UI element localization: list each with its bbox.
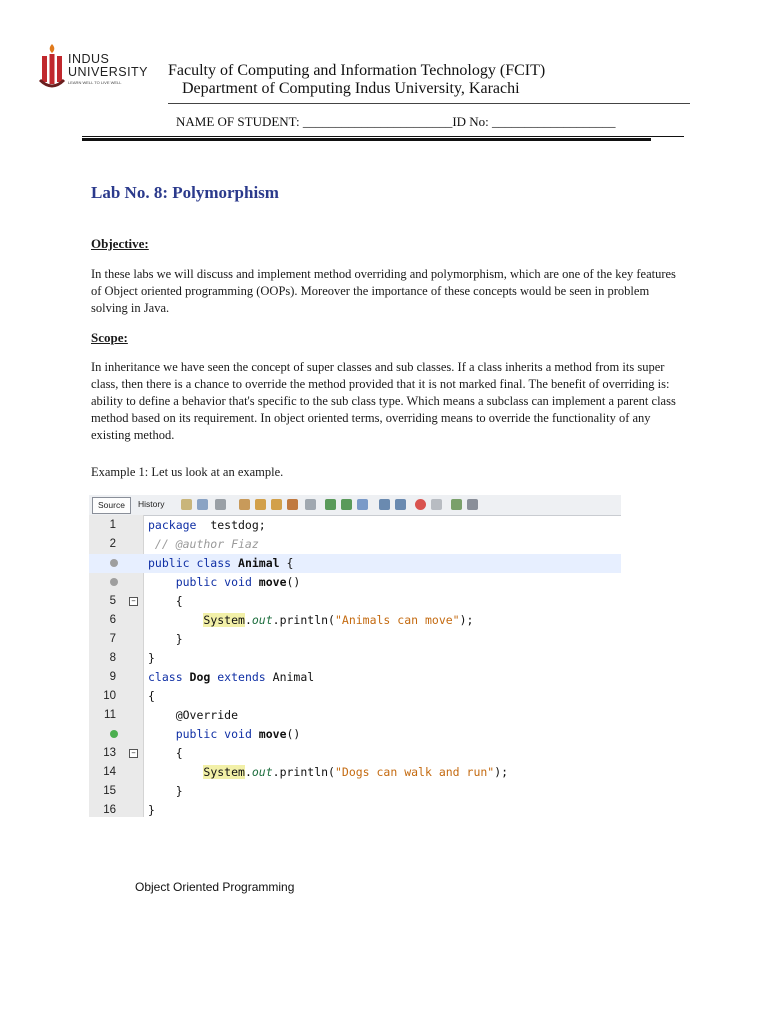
code-line xyxy=(89,535,621,554)
code-token xyxy=(148,613,203,627)
code-line xyxy=(89,554,621,573)
code-token: public void xyxy=(175,727,259,741)
code-token: move xyxy=(258,727,287,741)
code-token: } xyxy=(148,784,183,798)
comment-icon[interactable] xyxy=(451,499,462,510)
shift-left-icon[interactable] xyxy=(379,499,390,510)
code-text xyxy=(148,687,155,706)
code-text xyxy=(148,782,183,801)
scope-text: In inheritance we have seen the concept of super classes and sub classes. If a class inherits a method from its super class, then there is a chance to override the method provided that it is not marked final. The benefit of overriding is: ability to define a behavior that's specific to the sub class type. Which means a subclass can implement a parent class method based on its requirement. In object oriented terms, overriding means to override the functionality of any existing method. xyxy=(91,360,676,442)
line-number: 5 xyxy=(109,595,116,607)
code-token: } xyxy=(148,803,155,817)
code-line xyxy=(89,687,621,706)
code-token: out xyxy=(251,613,273,627)
line-number: 7 xyxy=(109,633,116,645)
indus-logo-icon xyxy=(38,42,66,92)
code-text xyxy=(148,668,314,687)
find-previous-icon[interactable] xyxy=(255,499,266,510)
code-token: public void xyxy=(175,575,259,589)
example-intro: Example 1: Let us look at an example. xyxy=(91,465,284,479)
code-token: System xyxy=(203,765,245,779)
code-token: ); xyxy=(459,613,474,627)
implemented-marker-icon[interactable] xyxy=(110,559,118,567)
code-text xyxy=(148,744,183,763)
student-name-blank: _______________________ xyxy=(302,114,453,129)
line-number: 9 xyxy=(109,671,116,683)
toggle-bookmark-icon[interactable] xyxy=(357,499,368,510)
code-token: } xyxy=(148,651,155,665)
code-token: testdog; xyxy=(196,518,266,532)
code-token xyxy=(148,575,176,589)
override-marker-icon[interactable] xyxy=(110,730,118,738)
code-token: package xyxy=(148,518,197,532)
lab-title: Lab No. 8: Polymorphism xyxy=(91,183,279,202)
fold-collapse-icon[interactable]: − xyxy=(129,749,138,758)
next-bookmark-icon[interactable] xyxy=(341,499,352,510)
code-token: . xyxy=(244,613,252,627)
code-line xyxy=(89,801,621,817)
code-token: Animal xyxy=(238,556,280,570)
back-icon[interactable] xyxy=(181,499,192,510)
editor-toolbar xyxy=(89,495,621,516)
code-token: System xyxy=(203,613,245,627)
code-line xyxy=(89,706,621,725)
code-token xyxy=(148,727,176,741)
tab-history[interactable]: History xyxy=(138,499,165,509)
line-number: 14 xyxy=(103,766,116,778)
student-id-label: ID No: xyxy=(452,114,489,129)
code-line xyxy=(89,592,621,611)
toggle-highlight-icon[interactable] xyxy=(287,499,298,510)
department-title: Department of Computing Indus University, Karachi xyxy=(182,80,520,97)
code-token: } xyxy=(148,632,183,646)
code-token: out xyxy=(251,765,273,779)
code-token: ); xyxy=(494,765,509,779)
code-line xyxy=(89,516,621,535)
code-text xyxy=(148,649,155,668)
find-next-icon[interactable] xyxy=(271,499,282,510)
objective-heading: Objective: xyxy=(91,236,149,251)
line-number: 6 xyxy=(109,614,116,626)
code-token: @Override xyxy=(148,708,239,722)
header-divider xyxy=(168,103,690,104)
code-line xyxy=(89,573,621,592)
uncomment-icon[interactable] xyxy=(467,499,478,510)
code-token: .println( xyxy=(272,765,335,779)
code-text xyxy=(148,535,259,554)
tab-source[interactable]: Source xyxy=(92,497,131,514)
code-text xyxy=(148,516,266,535)
code-text xyxy=(148,725,300,744)
code-line xyxy=(89,630,621,649)
footer-course-name: Object Oriented Programming xyxy=(135,880,295,894)
code-line xyxy=(89,763,621,782)
line-number: 11 xyxy=(104,709,116,721)
dropdown-icon[interactable] xyxy=(215,499,226,510)
code-text xyxy=(148,554,293,573)
logo-word-indus: INDUS xyxy=(68,52,110,66)
code-text xyxy=(148,630,183,649)
objective-text: In these labs we will discuss and implement method overriding and polymorphism, which are one of the key features of Object oriented programming (OOPs). Moreover the importance of these concepts would be seen in problem solving in Java. xyxy=(91,267,676,315)
record-macro-icon[interactable] xyxy=(415,499,426,510)
student-name-label: NAME OF STUDENT: xyxy=(176,114,300,129)
implemented-marker-icon[interactable] xyxy=(110,578,118,586)
code-text xyxy=(148,763,508,782)
code-token: Animal xyxy=(272,670,315,684)
line-number: 16 xyxy=(103,804,116,816)
previous-bookmark-icon[interactable] xyxy=(325,499,336,510)
code-token: "Animals can move" xyxy=(334,613,460,627)
faculty-title: Faculty of Computing and Information Technology (FCIT) xyxy=(168,62,546,79)
line-number: 2 xyxy=(109,538,116,550)
code-line xyxy=(89,782,621,801)
code-line xyxy=(89,649,621,668)
code-text xyxy=(148,801,155,817)
code-token: { xyxy=(148,689,155,703)
code-token: "Dogs can walk and run" xyxy=(334,765,495,779)
line-number: 15 xyxy=(103,785,116,797)
student-info-row xyxy=(176,114,616,130)
code-token xyxy=(148,765,203,779)
university-logo xyxy=(38,42,163,92)
code-token: class xyxy=(148,670,190,684)
logo-word-university: UNIVERSITY xyxy=(68,65,149,79)
line-number: 10 xyxy=(103,690,116,702)
code-token: { xyxy=(279,556,294,570)
logo-tagline: LEARN WELL TO LIVE WELL xyxy=(68,80,122,85)
line-number: 1 xyxy=(109,519,116,531)
code-line xyxy=(89,611,621,630)
search-icon[interactable] xyxy=(239,499,250,510)
scope-heading: Scope: xyxy=(91,330,128,345)
code-text xyxy=(148,611,473,630)
code-token: { xyxy=(148,746,183,760)
code-token: public class xyxy=(148,556,239,570)
fold-collapse-icon[interactable]: − xyxy=(129,597,138,606)
stop-macro-icon[interactable] xyxy=(431,499,442,510)
code-text xyxy=(148,592,183,611)
rule-thick xyxy=(82,138,651,141)
code-line xyxy=(89,725,621,744)
rectangular-select-icon[interactable] xyxy=(305,499,316,510)
code-token: move xyxy=(258,575,287,589)
line-number: 13 xyxy=(103,747,116,759)
code-token: .println( xyxy=(272,613,335,627)
code-token: () xyxy=(286,575,301,589)
code-token: extends xyxy=(210,670,273,684)
code-line xyxy=(89,668,621,687)
code-token: // @author Fiaz xyxy=(148,537,259,551)
code-editor-screenshot xyxy=(89,495,621,817)
student-id-blank: ___________________ xyxy=(492,114,616,129)
shift-right-icon[interactable] xyxy=(395,499,406,510)
code-text xyxy=(148,573,300,592)
code-line xyxy=(89,744,621,763)
code-token: . xyxy=(244,765,252,779)
forward-icon[interactable] xyxy=(197,499,208,510)
line-number: 8 xyxy=(109,652,116,664)
code-text xyxy=(148,706,238,725)
code-token: () xyxy=(286,727,301,741)
rule-thin xyxy=(82,136,684,137)
code-token: { xyxy=(148,594,183,608)
code-token: Dog xyxy=(189,670,211,684)
